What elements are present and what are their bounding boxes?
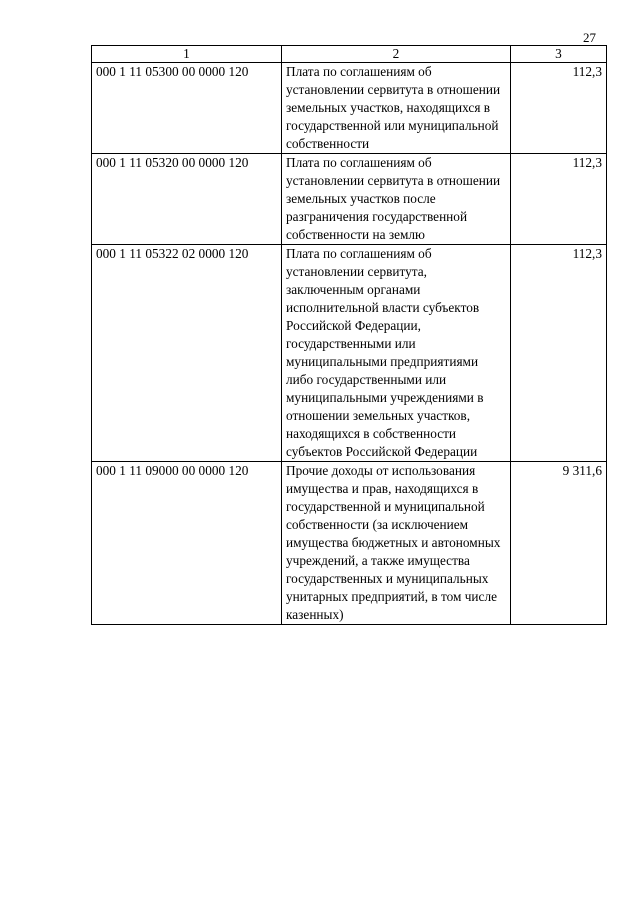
row-code: 000 1 11 05322 02 0000 120 <box>92 245 282 462</box>
column-header-name: 2 <box>282 46 511 63</box>
row-name: Плата по соглашениям об установлении сервитута в отношении земельных участков, находящихся в государственной или муниципальной собственности <box>282 63 511 154</box>
row-name: Прочие доходы от использования имущества и прав, находящихся в государственной и муниципальной собственности (за исключением имущества бюджетных и автономных учреждений, а также имущества государственных и муниципальных унитарных предприятий, в том числе казенных) <box>282 462 511 625</box>
row-code: 000 1 11 05320 00 0000 120 <box>92 154 282 245</box>
row-amount: 9 311,6 <box>511 462 607 625</box>
table-row <box>92 245 607 462</box>
row-name: Плата по соглашениям об установлении сервитута в отношении земельных участков после разграничения государственной собственности на землю <box>282 154 511 245</box>
page-number: 27 <box>583 30 596 45</box>
row-name: Плата по соглашениям об установлении сервитута, заключенным органами исполнительной власти субъектов Российской Федерации, государственными или муниципальными предприятиями либо государственными или муниципальными учреждениями в отношении земельных участков, находящихся в собственности субъектов Российской Федерации <box>282 245 511 462</box>
row-amount: 112,3 <box>511 63 607 154</box>
table-row <box>92 63 607 154</box>
row-amount: 112,3 <box>511 154 607 245</box>
table-header-row <box>92 46 607 63</box>
column-header-code: 1 <box>92 46 282 63</box>
row-code: 000 1 11 05300 00 0000 120 <box>92 63 282 154</box>
table-row <box>92 462 607 625</box>
column-header-amount: 3 <box>511 46 607 63</box>
row-amount: 112,3 <box>511 245 607 462</box>
budget-table <box>91 45 607 625</box>
row-code: 000 1 11 09000 00 0000 120 <box>92 462 282 625</box>
table-row <box>92 154 607 245</box>
